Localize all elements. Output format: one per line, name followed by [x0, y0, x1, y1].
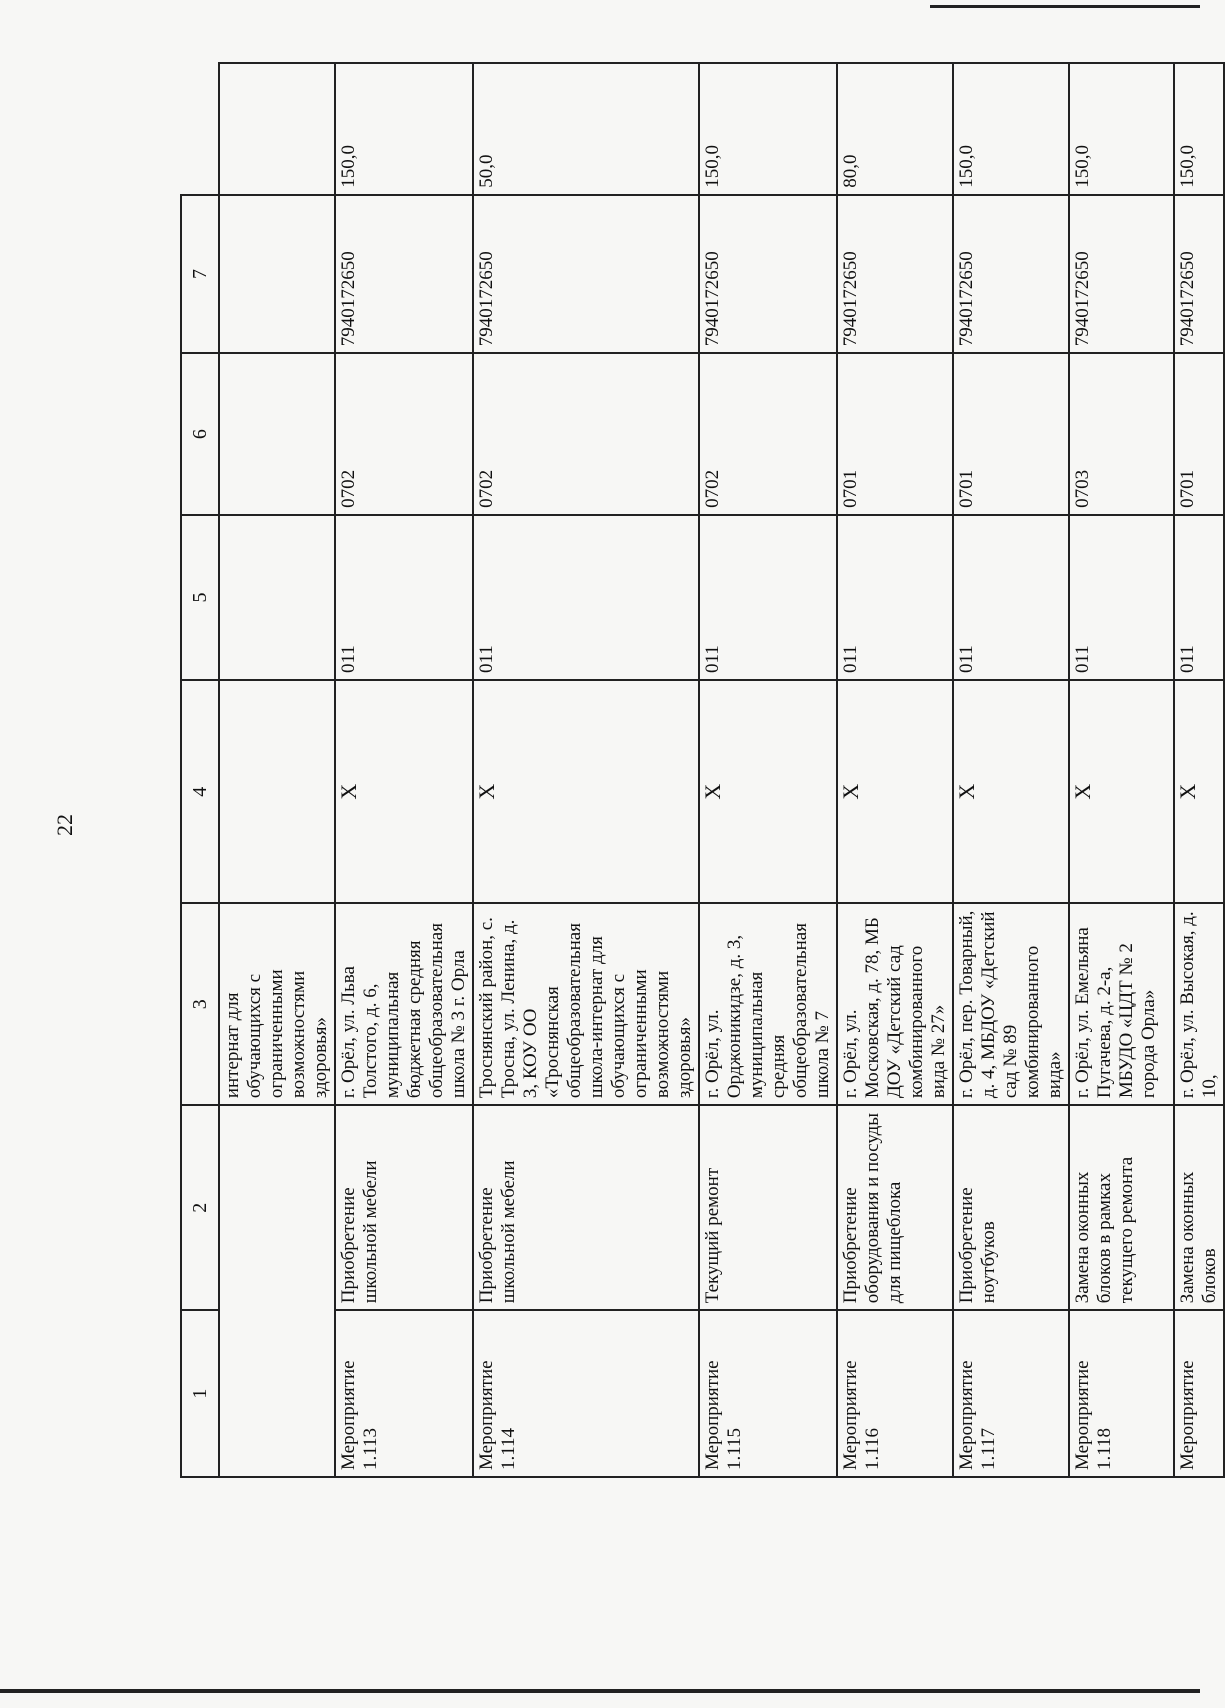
header-cell: 2 [181, 1105, 219, 1310]
address-cell: г. Орёл, ул. Высокая, д. 10, [1174, 903, 1224, 1105]
target-cell: 7940172650 [335, 195, 473, 353]
event-number-cell: Мероприятие 1.113 [335, 1310, 473, 1477]
amount-cell: 80,0 [837, 63, 953, 195]
activity-cell [219, 1105, 335, 1477]
table-header-row [181, 63, 219, 1477]
address-cell: Троснянский район, с. Тросна, ул. Ленина, д. 3, КОУ ОО «Троснянская общеобразовательная школа-интернат для обучающихся с ограниченными возможностями здоровья» [473, 903, 699, 1105]
mark-cell: Х [1069, 680, 1174, 903]
table-row [837, 63, 953, 1477]
event-number-cell: Мероприятие 1.117 [953, 1310, 1069, 1477]
target-cell: 7940172650 [1069, 195, 1174, 353]
address-cell: г. Орёл, ул. Московская, д. 78, МБ ДОУ «Детский сад комбинированного вида № 27» [837, 903, 953, 1105]
section-cell: 0701 [837, 353, 953, 515]
section-cell: 0702 [335, 353, 473, 515]
page-number: 22 [52, 814, 77, 836]
header-cell: 4 [181, 680, 219, 903]
code-cell: 011 [335, 515, 473, 680]
code-cell [219, 515, 335, 680]
address-cell: г. Орёл, ул. Емельяна Пугачева, д. 2-а, МБУДО «ЦДТ № 2 города Орла» [1069, 903, 1174, 1105]
mark-cell: Х [699, 680, 837, 903]
code-cell: 011 [837, 515, 953, 680]
address-cell: г. Орёл, ул. Льва Толстого, д. 6, муниципальная бюджетная средняя общеобразовательная школа № 3 г. Орла [335, 903, 473, 1105]
code-cell: 011 [473, 515, 699, 680]
header-cell: 1 [181, 1310, 219, 1477]
target-cell: 7940172650 [953, 195, 1069, 353]
activity-cell: Приобретение школьной мебели [335, 1105, 473, 1310]
header-cell: 7 [181, 195, 219, 353]
amount-cell [219, 63, 335, 195]
amount-cell: 150,0 [1069, 63, 1174, 195]
section-cell: 0701 [1174, 353, 1224, 515]
mark-cell [219, 680, 335, 903]
address-cell: интернат для обучающихся с ограниченными возможностями здоровья» [219, 903, 335, 1105]
amount-cell: 150,0 [335, 63, 473, 195]
amount-cell: 150,0 [953, 63, 1069, 195]
table-row [699, 63, 837, 1477]
section-cell: 0703 [1069, 353, 1174, 515]
activity-cell: Приобретение школьной мебели [473, 1105, 699, 1310]
section-cell: 0702 [473, 353, 699, 515]
mark-cell: Х [953, 680, 1069, 903]
target-cell: 7940172650 [837, 195, 953, 353]
table-row [473, 63, 699, 1477]
mark-cell: Х [1174, 680, 1224, 903]
scan-edge-bottom [0, 1689, 1200, 1693]
table-row [1069, 63, 1174, 1477]
header-cell: 6 [181, 353, 219, 515]
header-cell: 3 [181, 903, 219, 1105]
target-cell: 7940172650 [1174, 195, 1224, 353]
target-cell: 7940172650 [699, 195, 837, 353]
section-cell [219, 353, 335, 515]
section-cell: 0702 [699, 353, 837, 515]
event-number-cell: Мероприятие 1.118 [1069, 1310, 1174, 1477]
event-number-cell: Мероприятие 1.115 [699, 1310, 837, 1477]
section-cell: 0701 [953, 353, 1069, 515]
event-number-cell: Мероприятие 1.114 [473, 1310, 699, 1477]
code-cell: 011 [1069, 515, 1174, 680]
code-cell: 011 [1174, 515, 1224, 680]
target-cell: 7940172650 [473, 195, 699, 353]
activity-cell: Замена оконных блоков [1174, 1105, 1224, 1310]
mark-cell: Х [837, 680, 953, 903]
table-row [219, 63, 335, 1477]
scan-edge-top [930, 5, 1200, 8]
header-cell: 5 [181, 515, 219, 680]
amount-cell: 150,0 [1174, 63, 1224, 195]
amount-cell: 50,0 [473, 63, 699, 195]
mark-cell: Х [335, 680, 473, 903]
event-number-cell: Мероприятие 1.116 [837, 1310, 953, 1477]
event-number-cell: Мероприятие [1174, 1310, 1224, 1477]
code-cell: 011 [699, 515, 837, 680]
activity-cell: Замена оконных блоков в рамках текущего ремонта [1069, 1105, 1174, 1310]
code-cell: 011 [953, 515, 1069, 680]
activity-cell: Приобретение оборудования и посуды для пищеблока [837, 1105, 953, 1310]
activity-cell: Приобретение ноутбуков [953, 1105, 1069, 1310]
activity-cell: Текущий ремонт [699, 1105, 837, 1310]
table-row [335, 63, 473, 1477]
table-row [953, 63, 1069, 1477]
mark-cell: Х [473, 680, 699, 903]
amount-cell: 150,0 [699, 63, 837, 195]
address-cell: г. Орёл, ул. Орджоникидзе, д. 3, муниципальная средняя общеобразовательная школа № 7 [699, 903, 837, 1105]
target-cell [219, 195, 335, 353]
program-table [180, 62, 1220, 1478]
address-cell: г. Орёл, пер. Товарный, д. 4, МБДОУ «Детский сад № 89 комбинированного вида» [953, 903, 1069, 1105]
table-row [1174, 63, 1224, 1477]
